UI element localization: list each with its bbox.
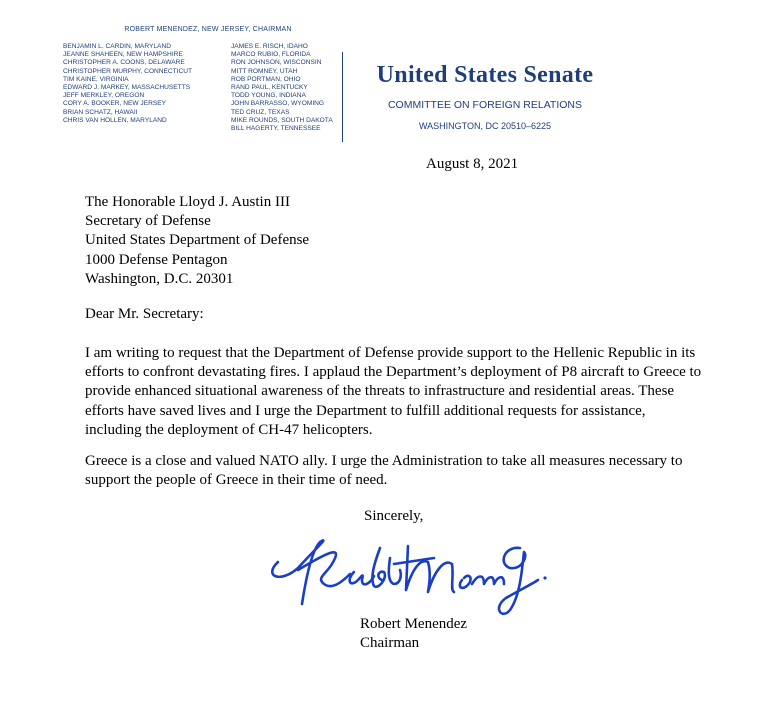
body-paragraph-2: Greece is a close and valued NATO ally. I urge the Administration to take all measures necessary to support the people of Greece in their time of need.: [85, 453, 683, 489]
member-name: EDWARD J. MARKEY, MASSACHUSETTS: [63, 83, 191, 91]
member-name: CHRIS VAN HOLLEN, MARYLAND: [63, 116, 167, 124]
member-name: RAND PAUL, KENTUCKY: [231, 83, 308, 91]
recipient-address: [85, 193, 309, 289]
member-name: CHRISTOPHER A. COONS, DELAWARE: [63, 59, 185, 67]
senate-title: United States Senate: [376, 62, 594, 88]
member-name: JEANNE SHAHEEN, NEW HAMPSHIRE: [63, 51, 183, 59]
chairman-line: ROBERT MENENDEZ, NEW JERSEY, CHAIRMAN: [124, 26, 292, 33]
body-paragraph-1: I am writing to request that the Department of Defense provide support to the Hellenic Republic in its efforts to confront devastating fires. I applaud the Department’s deployment of P8 aircraft to Greece to provide enhanced situational awareness of the threats to infrastructure and residential areas. These efforts have saved lives and I urge the Department to fulfill additional requests for assistance, including the deployment of CH-47 helicopters.: [85, 345, 702, 438]
member-name: MARCO RUBIO, FLORIDA: [231, 51, 311, 59]
member-name: ROB PORTMAN, OHIO: [231, 75, 301, 83]
member-name: JAMES E. RISCH, IDAHO: [231, 43, 308, 50]
member-name: MITT ROMNEY, UTAH: [231, 67, 298, 75]
signer-name: Robert Menendez: [360, 616, 468, 632]
member-name: BRIAN SCHATZ, HAWAII: [63, 108, 138, 116]
member-name: TED CRUZ, TEXAS: [231, 108, 290, 116]
member-name: BILL HAGERTY, TENNESSEE: [231, 124, 321, 132]
member-name: TODD YOUNG, INDIANA: [231, 92, 306, 100]
signer-title: Chairman: [360, 635, 420, 652]
recipient-line: Secretary of Defense: [85, 213, 211, 230]
members-list-right: [231, 43, 333, 133]
member-name: BENJAMIN L. CARDIN, MARYLAND: [63, 43, 171, 50]
signer-block: [360, 615, 467, 653]
committee-name: COMMITTEE ON FOREIGN RELATIONS: [387, 99, 583, 111]
member-name: RON JOHNSON, WISCONSIN: [231, 59, 322, 67]
salutation: Dear Mr. Secretary:: [85, 306, 204, 322]
closing: Sincerely,: [364, 508, 424, 524]
member-name: JEFF MERKLEY, OREGON: [63, 92, 145, 100]
recipient-line: The Honorable Lloyd J. Austin III: [85, 194, 290, 210]
member-name: JOHN BARRASSO, WYOMING: [231, 100, 325, 108]
committee-address: WASHINGTON, DC 20510–6225: [418, 121, 552, 131]
member-name: CHRISTOPHER MURPHY, CONNECTICUT: [63, 67, 193, 75]
member-name: TIM KAINE, VIRGINIA: [63, 75, 129, 83]
member-name: MIKE ROUNDS, SOUTH DAKOTA: [231, 116, 333, 124]
letterhead: [0, 0, 776, 150]
letter-date: August 8, 2021: [426, 156, 519, 172]
member-name: CORY A. BOOKER, NEW JERSEY: [63, 100, 167, 108]
handwritten-signature: [258, 518, 558, 628]
recipient-line: United States Department of Defense: [85, 232, 310, 249]
recipient-line: Washington, D.C. 20301: [85, 270, 234, 287]
members-list-left: [63, 43, 192, 125]
recipient-line: 1000 Defense Pentagon: [85, 251, 228, 268]
letterhead-divider: [342, 52, 343, 142]
